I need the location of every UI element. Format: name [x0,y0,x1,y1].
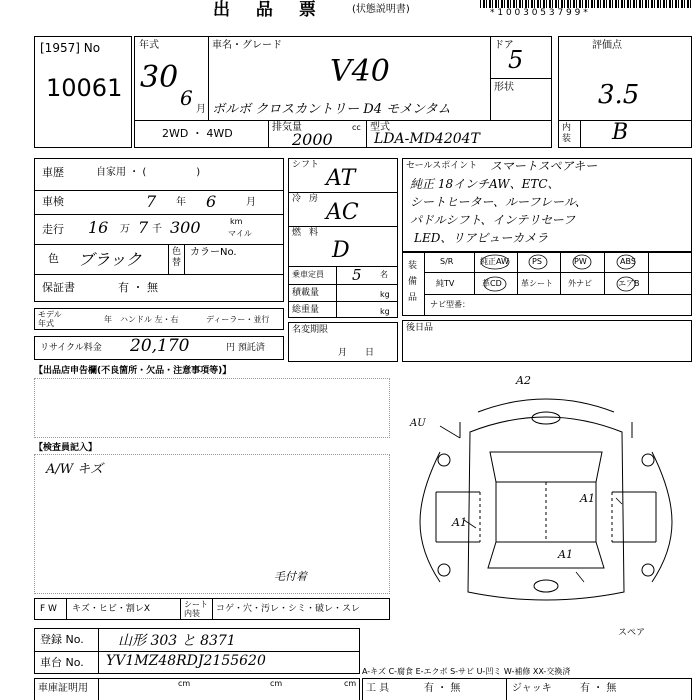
equip-item-cd: 革CD [482,279,502,288]
selling-point-line: パドルシフト、インテリセーフ [410,213,576,227]
navi-model-label: ナビ型番： [430,300,470,309]
shift-label: シフト [292,160,320,170]
mileage-label: 走行 [42,223,64,236]
tools-label: 工 具 [366,683,390,694]
garage-cert-label: 車庫証明用 [38,683,88,694]
recycle-suffix: 円 預託済 [226,343,265,353]
equip-item-pw: PW [574,257,587,266]
selling-point-line: シートヒーター、ルーフレール、 [410,195,587,209]
lot-code: [1957] No [40,41,101,55]
reg-no-value: 山形 303 と 8371 [118,633,236,649]
barcode [480,0,692,8]
fw-label: F W [40,604,57,614]
gross-label: 総重量 [292,305,320,315]
drive: 2WD ・ 4WD [162,127,233,140]
capacity-label: 乗車定員 [292,270,324,279]
color-change-label: 色替 [172,247,182,268]
interior-label: 内装 [562,123,572,144]
damage-mark-a2: A2 [516,374,531,387]
cert-unit: cm [178,679,191,688]
interior-value: B [612,120,629,145]
year-char: 年 [176,197,186,208]
recycle-label: リサイクル料金 [40,343,102,353]
sen-char: 千 [152,224,162,235]
warranty-value: 有 ・ 無 [118,281,158,294]
declaration-label: 【出品店申告欄(不良箇所・欠品・注意事項等)】 [34,366,232,376]
door-label: ドア [494,40,514,51]
jack-label: ジャッキ [512,683,552,694]
equipment-label: 装備品 [408,261,418,303]
grade: ボルボ クロスカントリー D4 モメンタム [212,102,451,117]
type-value: LDA-MD4204T [374,131,480,147]
mile-label: マイル [228,229,252,238]
damage-mark-a1: A1 [558,548,573,561]
inspector-note: A/W キズ [46,462,104,477]
mileage-rest: 300 [170,218,201,237]
selling-point-line: 純正 18インチAW、ETC、 [410,177,560,191]
handle-label: ハンドル 左・右 [120,315,179,324]
chassis-label: 車台 No. [40,656,84,669]
form-title: 出 品 票 [213,0,326,20]
eval-label: 評価点 [592,40,622,51]
door-value: 5 [508,46,524,74]
cert-unit: cm [270,679,283,688]
warranty-label: 保証書 [42,281,75,294]
car-damage-diagram [400,372,692,622]
seat-value: コゲ・穴・汚レ・シミ・破レ・スレ [216,604,361,614]
equip-item-seat: 革シート [521,279,553,288]
name-grade-label: 車名・グレード [212,40,282,51]
displacement-unit: cc [352,123,361,132]
month-value: 6 [180,86,193,110]
selling-point-line: LED、リアビューカメラ [414,231,549,245]
model-year-label: モデル年式 [38,310,62,328]
selling-points-label: セールスポイント [406,161,478,171]
load-unit: kg [380,290,390,299]
inspection-month: 6 [206,192,217,211]
load-label: 積載量 [292,288,320,298]
capacity-unit: 名 [380,270,388,279]
gross-unit: kg [380,307,390,316]
reg-no-label: 登録 No. [40,633,84,646]
diagram-note-lower: 毛付着 [274,570,307,583]
year-label: 年式 [139,40,159,51]
inspection-year: 7 [146,192,157,211]
month-char: 月 [246,197,256,208]
damage-legend: A-キズ C-腐食 E-エクボ S-サビ U-凹ミ W-補修 XX-交換済 [362,667,571,676]
inspection-label: 車検 [42,195,64,208]
reg-change-suffix: 月 日 [338,348,375,358]
declaration-area [34,378,390,438]
reg-change-label: 名変期限 [292,325,329,335]
damage-mark-a1: A1 [452,516,467,529]
equip-item-aw: 純正AW [480,257,509,266]
eval-value: 3.5 [598,80,640,110]
equip-item-navi: 外ナビ [568,279,592,288]
color-value: ブラック [78,250,142,269]
lot-number: 10061 [46,74,123,102]
inspector-label: 【検査員記入】 [34,443,98,453]
ac-label: 冷房 [292,194,327,204]
selling-point-line: スマートスペアキー [490,159,598,173]
displacement-label: 排気量 [272,122,302,133]
damage-mark-a1: A1 [580,492,595,505]
dealer-label: ディーラー・並行 [206,315,270,324]
chassis-value: YV1MZ48RDJ2155620 [106,653,266,669]
jack-value: 有 ・ 無 [580,683,617,694]
barcode-text: * 1 0 0 3 0 5 3 7 9 9 * [490,8,588,18]
model-year-suffix: 年 [104,315,112,324]
recycle-value: 20,170 [130,336,190,356]
year-value: 30 [140,60,179,95]
spare-label: スペア [618,628,646,638]
month-suffix: 月 [196,104,206,115]
man-char: 万 [120,224,130,235]
km-label: km [230,217,243,226]
history-label: 車歴 [42,166,64,179]
equip-item-sr: S/R [440,257,454,266]
color-no-label: カラーNo. [190,247,237,258]
tools-value: 有 ・ 無 [424,683,461,694]
damage-mark-au: AU [410,418,426,429]
color-label: 色 [48,252,59,265]
seat-label: シート内装 [184,600,208,618]
ac-value: AC [326,200,359,225]
shift-value: AT [326,166,356,191]
fuel-value: D [332,238,350,263]
capacity-value: 5 [352,266,362,284]
form-subtitle: (状態説明書) [352,4,410,15]
mileage-sen: 7 [138,218,149,237]
cert-unit: cm [344,679,357,688]
equip-item-tv: 純TV [436,279,455,288]
shape-label: 形状 [494,82,514,93]
fuel-label: 燃料 [292,228,327,238]
equip-item-airbag: エアB [618,279,640,288]
later-date-label: 後日品 [406,323,434,333]
type-label: 型式 [370,122,390,133]
history-value: 自家用 ・ ( ) [96,167,201,178]
mileage-man: 16 [88,218,109,237]
model-name: V40 [330,54,390,89]
later-date-box [402,320,692,362]
equipment-circles [424,252,692,294]
equip-item-abs: ABS [620,257,636,266]
fw-value: キズ・ヒビ・割レX [72,604,150,614]
equip-item-ps: PS [532,257,542,266]
displacement-value: 2000 [292,130,333,149]
